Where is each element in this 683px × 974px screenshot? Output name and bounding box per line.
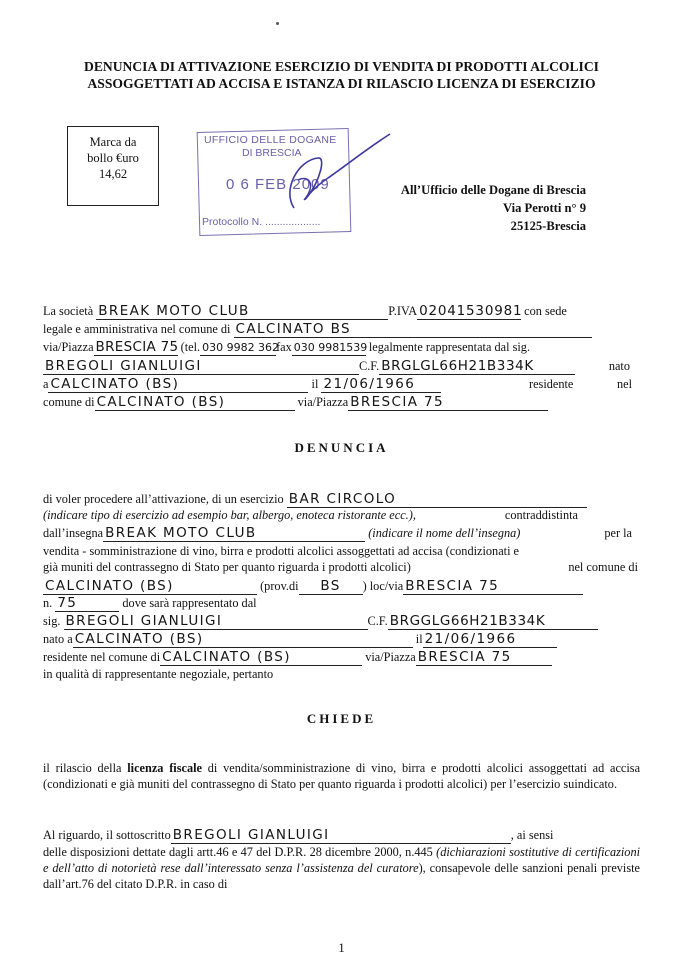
stamp-office-line: UFFICIO DELLE DOGANE	[204, 134, 337, 146]
province-field: BS	[299, 579, 363, 595]
residence-comune-field: CALCINATO (BS)	[95, 395, 295, 411]
tax-code-field: BRGLGL66H21B334K	[379, 359, 575, 375]
phone-field: 030 9982 362	[202, 341, 280, 354]
residence-street-field: BRESCIA 75	[348, 395, 548, 411]
delegate-residence-street-field: BRESCIA 75	[416, 650, 552, 666]
recipient-city: 25125-Brescia	[510, 219, 586, 233]
company-line-5: a CALCINATO (BS) il 21/06/1966 residente nel	[43, 376, 632, 392]
company-line-6: comune di CALCINATO (BS) via/Piazza BRESCIA 75	[43, 393, 640, 411]
business-sign-field: BREAK MOTO CLUB	[103, 526, 365, 542]
company-line-2: legale e amministrativa nel comune di CALCINATO BS	[43, 320, 640, 338]
stamp-protocol: Protocollo N. ...................	[202, 216, 321, 228]
bollo-line-2: bollo €uro	[87, 151, 139, 165]
undersigned-name-field: BREGOLI GIANLUIGI	[171, 828, 511, 844]
denuncia-line-9: nato a CALCINATO (BS) il 21/06/1966	[43, 630, 640, 648]
piva-field: 02041530981	[419, 303, 523, 319]
bollo-line-1: Marca da	[89, 135, 137, 149]
denuncia-line-8: sig. BREGOLI GIANLUIGI C.F. BRGGLG66H21B334K	[43, 612, 640, 630]
delegate-residence-comune-field: CALCINATO (BS)	[160, 650, 362, 666]
chiede-heading: CHIEDE	[306, 711, 377, 726]
denuncia-line-6: CALCINATO (BS) (prov.di BS ) loc/via BRESCIA 75	[43, 577, 640, 595]
stamp-date: 0 6 FEB 2009	[226, 176, 330, 193]
denuncia-line-11: in qualità di rappresentante negoziale, pertanto	[43, 667, 274, 681]
document-title-line-2: ASSOGGETTATI AD ACCISA E ISTANZA DI RILASCIO LICENZA DI ESERCIZIO	[87, 76, 596, 91]
document-title-line-1: DENUNCIA DI ATTIVAZIONE ESERCIZIO DI VENDITA DI PRODOTTI ALCOLICI	[84, 59, 599, 74]
representative-name-field: BREGOLI GIANLUIGI	[43, 359, 359, 375]
stamp-signature-icon	[198, 130, 398, 240]
recipient-office: All’Ufficio delle Dogane di Brescia	[400, 183, 586, 197]
chiede-paragraph-1: il rilascio della licenza fiscale di vendita/somministrazione di vino, birra e prodotti alcolici assoggettati ad accisa (condizionati e già muniti del contrassegno di Stato per quanto riguarda i prodotti alcolici) per l’esercizio suindicato.	[43, 761, 641, 791]
customs-office-stamp	[198, 130, 350, 234]
denuncia-line-2: (indicare tipo di esercizio ad esempio bar, albergo, enoteca ristorante ecc.), contraddistinta	[43, 508, 578, 522]
page-number: 1	[338, 940, 345, 955]
denuncia-line-3: dall’insegna BREAK MOTO CLUB (indicare il nome dell’insegna) per la	[43, 525, 632, 541]
denuncia-line-1: di voler procedere all’attivazione, di un esercizio BAR CIRCOLO	[43, 490, 640, 508]
denuncia-line-4: vendita - somministrazione di vino, birra e prodotti alcolici assoggettati ad accisa (condizionati e	[43, 544, 520, 558]
street-number-field: 75	[55, 596, 119, 612]
company-name-field: BREAK MOTO CLUB	[96, 304, 388, 320]
delegate-birth-place-field: CALCINATO (BS)	[73, 632, 413, 648]
birth-date-field: 21/06/1966	[321, 377, 441, 393]
speck	[276, 22, 279, 25]
fax-field: 030 9981539	[293, 341, 368, 354]
delegate-tax-code-field: BRGGLG66H21B334K	[388, 614, 598, 630]
denuncia-heading: DENUNCIA	[294, 440, 389, 455]
chiede-paragraph-2-body: delle disposizioni dettate dagli artt.46 e 47 del D.P.R. 28 dicembre 2000, n.445 (dichiarazioni sostitutive di certificazioni e dell’atto di notorietà rese dall’interessato senza l’assistenza del curatore), consapevole delle sanzioni penali previste dall’art.76 del citato D.P.R. in caso di	[43, 845, 641, 891]
activity-comune-field: CALCINATO (BS)	[43, 579, 257, 595]
company-comune-field: CALCINATO BS	[234, 322, 592, 338]
birth-place-field: CALCINATO (BS)	[48, 377, 308, 393]
activity-street-field: BRESCIA 75	[403, 579, 583, 595]
delegate-name-field: BREGOLI GIANLUIGI	[64, 614, 368, 630]
company-line-3: via/Piazza BRESCIA 75 (tel. 030 9982 362fax 030 9981539 legalmente rappresentata dal sig.	[43, 339, 531, 355]
company-line-1: La società BREAK MOTO CLUB P.IVA 02041530981 con sede	[43, 303, 567, 319]
chiede-paragraph-2-line-1: Al riguardo, il sottoscritto BREGOLI GIANLUIGI , ai sensi	[43, 827, 554, 843]
delegate-birth-date-field: 21/06/1966	[423, 632, 557, 648]
denuncia-line-10: residente nel comune di CALCINATO (BS) via/Piazza BRESCIA 75	[43, 648, 640, 666]
company-street-field: BRESCIA 75	[95, 339, 179, 355]
recipient-street: Via Perotti n° 9	[502, 201, 586, 215]
company-line-4: BREGOLI GIANLUIGI C.F. BRGLGL66H21B334K nato	[45, 358, 630, 374]
denuncia-line-5: già muniti del contrassegno di Stato per quanto riguarda i prodotti alcolici) nel comune di	[43, 560, 638, 574]
business-type-field: BAR CIRCOLO	[287, 492, 587, 508]
revenue-stamp-box	[67, 126, 159, 206]
denuncia-line-7: n. 75 dove sarà rappresentato dal	[43, 595, 257, 611]
stamp-city-line: DI BRESCIA	[242, 147, 302, 159]
bollo-line-3: 14,62	[98, 167, 128, 181]
